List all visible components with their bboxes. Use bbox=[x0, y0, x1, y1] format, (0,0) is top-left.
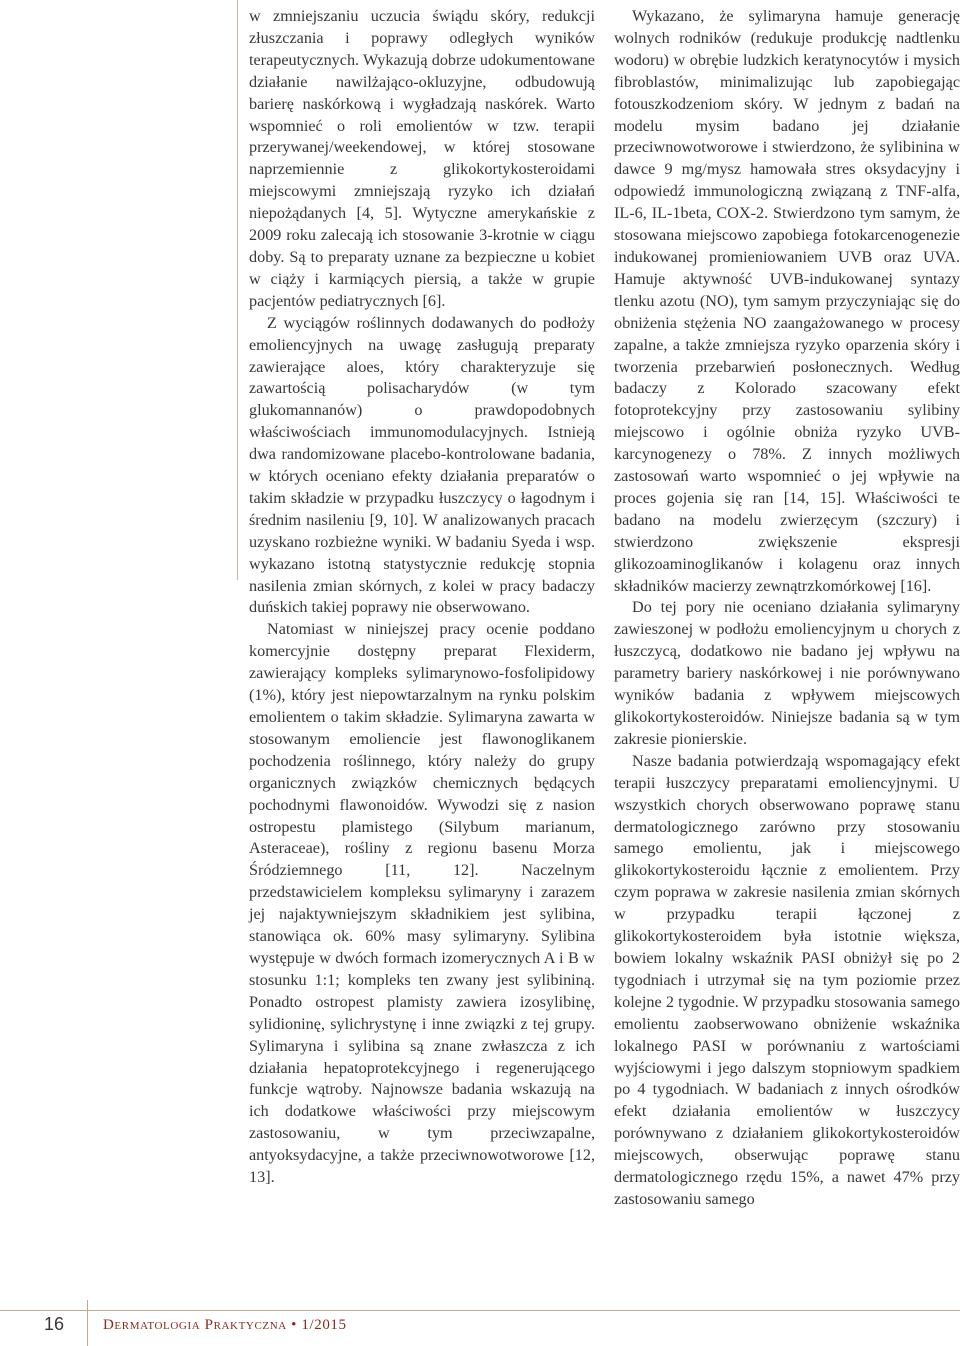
journal-name: Dermatologia Praktyczna • 1/2015 bbox=[103, 1317, 347, 1333]
column-divider bbox=[237, 0, 238, 580]
page-number: 16 bbox=[44, 1314, 65, 1334]
paragraph: Z wyciągów roślinnych dodawanych do podłoży emoliencyjnych na uwagę zasługują preparaty zawierające aloes, który charakteryzuje się zawartością polisacharydów (w tym glukomannanów) o prawdopodobnych właściwościach immunomodulacyjnych. Istnieją dwa randomizowane placebo-kontrolowane badania, w których oceniano efekty działania preparatów o takim składzie w przypadku łuszczycy o łagodnym i średnim nasileniu [9, 10]. W analizowanych pracach uzyskano rozbieżne wyniki. W badaniu Syeda i wsp. wykazano istotną statystycznie redukcję stopnia nasilenia zmian skórnych, z kolei w pracy badaczy duńskich takiej poprawy nie obserwowano. bbox=[249, 313, 595, 617]
paragraph: Do tej pory nie oceniano działania sylimaryny zawieszonej w podłożu emoliencyjnym u chorych z łuszczycą, dodatkowo nie badano jej wpływu na parametry bariery naskórkowej i nie porównywano wyników badania z wpływem miejscowych glikokortykosteroidów. Niniejsze badania są w tym zakresie pionierskie. bbox=[614, 598, 960, 748]
right-column bbox=[614, 6, 960, 1211]
paragraph: Wykazano, że sylimaryna hamuje generację wolnych rodników (redukuje produkcję nadtlenku wodoru) w obrębie ludzkich keratynocytów i mysich fibroblastów, minimalizując lub zapobiegając fotouszkodzeniom skóry. W jednym z badań na modelu mysim badano jej działanie przeciwnowotworowe i stwierdzono, że sylibinina w dawce 9 mg/mysz hamowała stres oksydacyjny i odpowiedź immunologiczną związaną z TNF-alfa, IL-6, IL-1beta, COX-2. Stwierdzono tym samym, że stosowana miejscowo zapobiega fotokarcenogenezie indukowanej promieniowaniem UVB oraz UVA. Hamuje aktywność UVB-indukowanej syntazy tlenku azotu (NO), tym samym przyczyniając się do obniżenia stężenia NO zaangażowanego w procesy zapalne, a także zmniejsza ryzyko oparzenia skóry i tworzenia przebarwień posłonecznych. Według badaczy z Kolorado szacowany efekt fotoprotekcyjny przy zastosowaniu sylibiny miejscowo i ogólnie obniża ryzyko UVB-karcynogenezy o 78%. Z innych możliwych zastosowań warto wspomnieć o jej wpływie na proces gojenia się ran [14, 15]. Właściwości te badano na modelu zwierzęcym (szczury) i stwierdzono zwiększenie ekspresji glikozoaminoglikanów i kolagenu oraz innych składników macierzy zewnątrzkomórkowej [16]. bbox=[614, 7, 960, 595]
paragraph: w zmniejszaniu uczucia świądu skóry, redukcji złuszczania i poprawy odległych wyników terapeutycznych. Wykazują dobrze udokumentowane działanie nawilżająco-okluzyjne, odbudowują barierę naskórkową i wygładzają naskórek. Warto wspomnieć o roli emolientów w tzw. terapii przerywanej/weekendowej, w której stosowane naprzemiennie z glikokortykosteroidami miejscowymi zmniejszają ryzyko ich działań niepożądanych [4, 5]. Wytyczne amerykańskie z 2009 roku zalecają ich stosowanie 3-krotnie w ciągu doby. Są to preparaty uznane za bezpieczne u kobiet w ciąży i karmiących piersią, a także w grupie pacjentów pediatrycznych [6]. bbox=[249, 7, 595, 310]
left-column bbox=[249, 6, 595, 1189]
page-footer bbox=[0, 1300, 960, 1346]
footer-rule bbox=[0, 1310, 960, 1311]
paragraph: Natomiast w niniejszej pracy ocenie poddano komercyjnie dostępny preparat Flexiderm, zawierający kompleks sylimarynowo-fosfolipidowy (1%), który jest niepowtarzalnym na rynku polskim emolientem o takim składzie. Sylimaryna zawarta w stosowanym emoliencie jest flawonoglikanem pochodzenia roślinnego, który należy do grupy organicznych związków chemicznych będących pochodnymi flawonoidów. Wywodzi się z nasion ostropestu plamistego (Silybum marianum, Asteraceae), rośliny z regionu basenu Morza Śródziemnego [11, 12]. Naczelnym przedstawicielem kompleksu sylimaryny i zarazem jej najaktywniejszym składnikiem jest sylibina, stanowiąca ok. 60% masy sylimaryny. Sylibina występuje w dwóch formach izomerycznych A i B w stosunku 1:1; kompleks ten zwany jest sylibininą. Ponadto ostropest plamisty zawiera izosylibinę, sylidioninę, sylichrystynę i inne związki z tej grupy. Sylimaryna i sylibina są znane zwłaszcza z ich działania hepatoprotekcyjnego i regenerującego funkcje wątroby. Najnowsze badania wskazują na ich dodatkowe właściwości przy miejscowym zastosowaniu, w tym przeciwzapalne, antyoksydacyjne, a także przeciwnowotworowe [12, 13]. bbox=[249, 620, 595, 1187]
paragraph: Nasze badania potwierdzają wspomagający efekt terapii łuszczycy preparatami emoliencyjnymi. U wszystkich chorych obserwowano poprawę stanu dermatologicznego zarówno przy stosowaniu samego emolientu, jak i miejscowego glikokortykosteroidu łącznie z emolientem. Przy czym poprawa w zakresie nasilenia zmian skórnych w przypadku terapii łączonej z glikokortykosteroidem była istotnie większa, bowiem lokalny wskaźnik PASI obniżył się po 2 tygodniach i utrzymał się na tym poziomie przez kolejne 2 tygodnie. W przypadku stosowania samego emolientu zaobserwowano obniżenie wskaźnika lokalnego PASI w porównaniu z wartościami wyjściowymi i jego dalszym stopniowym spadkiem po 4 tygodniach. W badaniach z innych ośrodków efekt działania emolientów w łuszczycy porównywano z działaniem glikokortykosteroidów miejscowych, obserwując poprawę stanu dermatologicznego rzędu 15%, a nawet 47% przy zastosowaniu samego bbox=[614, 751, 960, 1208]
footer-separator bbox=[87, 1300, 88, 1346]
